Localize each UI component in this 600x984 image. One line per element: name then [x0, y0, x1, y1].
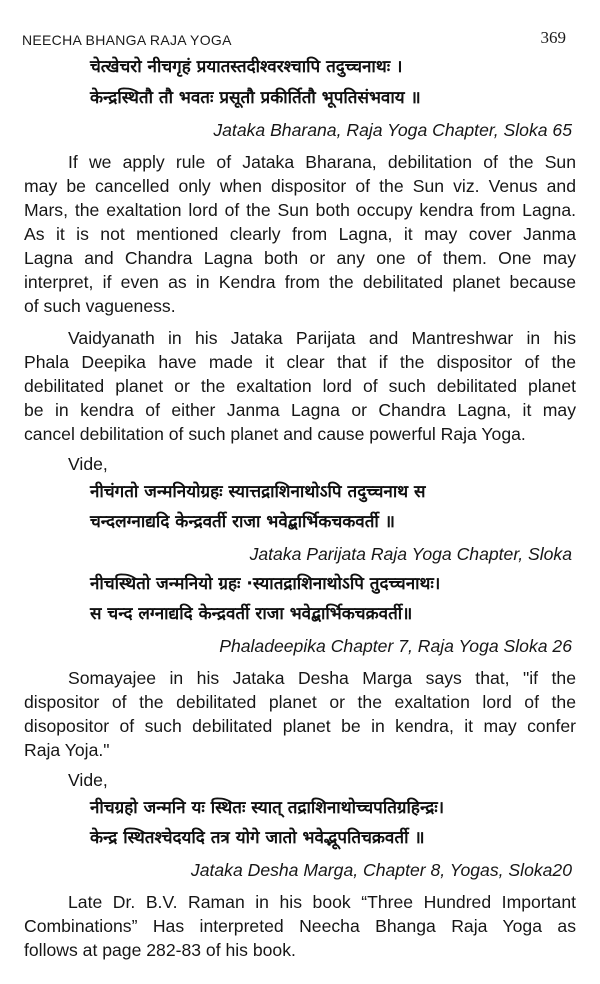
vide-label: Vide,: [68, 454, 108, 474]
page-number: 369: [540, 28, 566, 47]
paragraph-line: interpret, if even as in Kendra from the debilitated planet because: [24, 272, 576, 292]
sanskrit-verse-line: केन्द्र स्थितश्चेदयदि तत्र योगे जातो भवेद्भूपतिचक्रवर्ती ॥: [90, 828, 425, 848]
paragraph-line: may be cancelled only when dispositor of the Sun viz. Venus and: [24, 176, 576, 196]
verse-citation: Jataka Bharana, Raja Yoga Chapter, Sloka 65: [213, 120, 572, 140]
paragraph-line: dispositor of the debilitated planet or the exaltation lord of the: [24, 692, 576, 712]
paragraph-line: Vaidyanath in his Jataka Parijata and Mantreshwar in his: [68, 328, 576, 348]
paragraph-line: disopositor of such debilitated planet be in kendra, it may confer: [24, 716, 576, 736]
paragraph-line: debilitated planet or the exaltation lord of such debilitated planet: [24, 376, 576, 396]
sanskrit-verse-line: स चन्द लग्नाद्यदि केन्द्रवर्ती राजा भवेद्बार्भिकचक्रवर्ती॥: [90, 604, 413, 624]
sanskrit-verse-line: चेत्खेचरो नीचगृहं प्रयातस्तदीश्वरश्चापि तदुच्चनाथः ।: [90, 57, 403, 77]
paragraph-line: Mars, the exaltation lord of the Sun both occupy kendra from Lagna.: [24, 200, 576, 220]
paragraph-line: Raja Yoja.": [24, 740, 110, 760]
verse-citation: Jataka Parijata Raja Yoga Chapter, Sloka: [249, 544, 572, 564]
vide-label: Vide,: [68, 770, 108, 790]
paragraph-line: If we apply rule of Jataka Bharana, debilitation of the Sun: [68, 152, 576, 172]
paragraph-line: cancel debilitation of such planet and cause powerful Raja Yoga.: [24, 424, 526, 444]
sanskrit-verse-line: केन्द्रस्थितौ तौ भवतः प्रसूतौ प्रकीर्तितौ भूपतिसंभवाय ॥: [90, 88, 421, 108]
paragraph-line: be in kendra of either Janma Lagna or Chandra Lagna, it may: [24, 400, 576, 420]
paragraph-line: of such vagueness.: [24, 296, 176, 316]
sanskrit-verse-line: चन्दलग्नाद्यदि केन्द्रवर्ती राजा भवेद्बार्भिकचकवर्ती ॥: [90, 512, 395, 532]
paragraph-line: Somayajee in his Jataka Desha Marga says that, "if the: [68, 668, 576, 688]
paragraph-line: Phala Deepika have made it clear that if the dispositor of the: [24, 352, 576, 372]
paragraph-line: Combinations” Has interpreted Neecha Bhanga Raja Yoga as: [24, 916, 576, 936]
sanskrit-verse-line: नीचग्रहो जन्मनि यः स्थितः स्यात् तद्राशिनाथोच्चपतिग्रहिन्द्रः।: [90, 798, 445, 818]
paragraph-line: follows at page 282-83 of his book.: [24, 940, 296, 960]
paragraph-line: Lagna and Chandra Lagna both or any one of them. One may: [24, 248, 576, 268]
verse-citation: Jataka Desha Marga, Chapter 8, Yogas, Sloka20: [190, 860, 572, 880]
running-head: NEECHA BHANGA RAJA YOGA: [22, 32, 232, 48]
verse-citation: Phaladeepika Chapter 7, Raja Yoga Sloka 26: [219, 636, 572, 656]
paragraph-line: Late Dr. B.V. Raman in his book “Three Hundred Important: [68, 892, 576, 912]
sanskrit-verse-line: नीचंगतो जन्मनियोग्रहः स्यात्तद्राशिनाथोऽपि तदुच्चनाथ स: [90, 482, 426, 502]
sanskrit-verse-line: नीचस्थितो जन्मनियो ग्रहः ·स्यातद्राशिनाथोऽपि तुदच्चनाथः।: [90, 574, 441, 594]
paragraph-line: As it is not mentioned clearly from Lagna, it may cover Janma: [24, 224, 576, 244]
